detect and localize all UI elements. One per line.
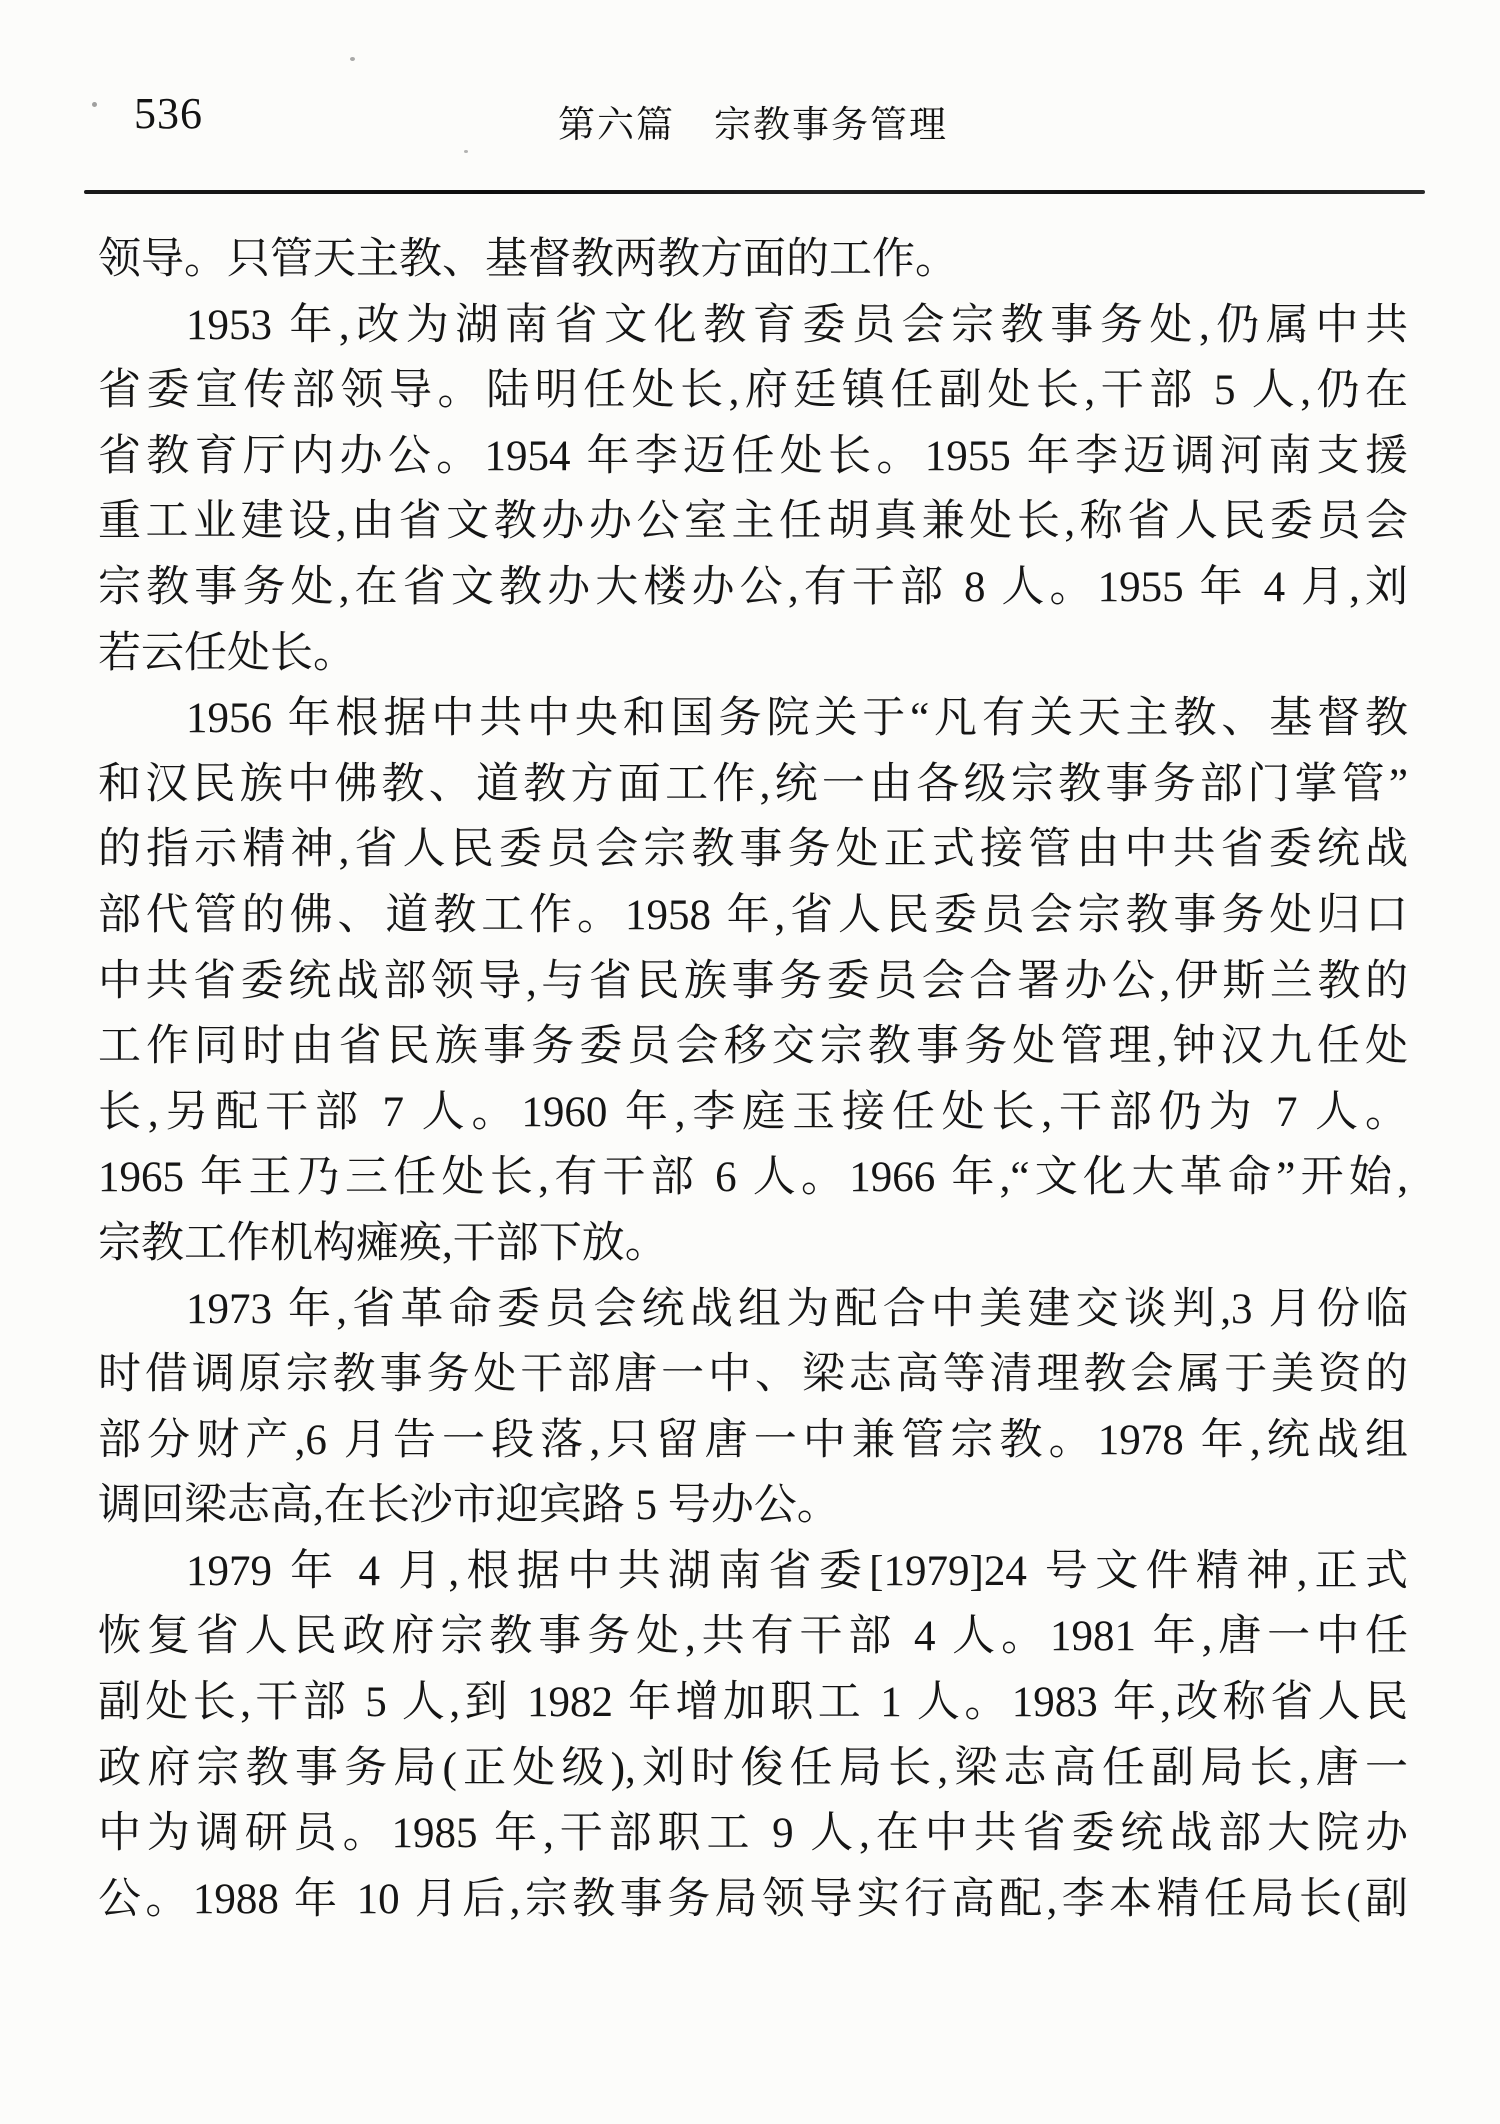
text-line: 长,另配干部 7 人。1960 年,李庭玉接任处长,干部仍为 7 人。 bbox=[98, 1088, 1408, 1136]
paragraph bbox=[98, 227, 1408, 293]
text-line: 1979 年 4 月,根据中共湖南省委[1979]24 号文件精神,正式 bbox=[186, 1547, 1408, 1595]
text-line: 恢复省人民政府宗教事务处,共有干部 4 人。1981 年,唐一中任 bbox=[98, 1613, 1408, 1661]
text-line: 部代管的佛、道教工作。1958 年,省人民委员会宗教事务处归口 bbox=[98, 891, 1408, 939]
text-line: 政府宗教事务局(正处级),刘时俊任局长,梁志高任副局长,唐一 bbox=[98, 1744, 1408, 1792]
scan-speck bbox=[350, 57, 355, 61]
page-number: 536 bbox=[134, 89, 203, 138]
text-line: 工作同时由省民族事务委员会移交宗教事务处管理,钟汉九任处 bbox=[98, 1023, 1408, 1071]
scan-speck bbox=[92, 102, 97, 107]
text-line: 领导。只管天主教、基督教两教方面的工作。 bbox=[98, 236, 958, 283]
text-line: 副处长,干部 5 人,到 1982 年增加职工 1 人。1983 年,改称省人民 bbox=[98, 1679, 1408, 1727]
text-line: 省委宣传部领导。陆明任处长,府廷镇任副处长,干部 5 人,仍在 bbox=[98, 367, 1408, 415]
header-rule bbox=[84, 190, 1425, 194]
text-line: 中为调研员。1985 年,干部职工 9 人,在中共省委统战部大院办 bbox=[98, 1810, 1408, 1858]
text-line: 宗教事务处,在省文教办大楼办公,有干部 8 人。1955 年 4 月,刘 bbox=[98, 563, 1408, 611]
page-header bbox=[98, 86, 1408, 150]
paragraph bbox=[98, 686, 1408, 1276]
text-line: 1953 年,改为湖南省文化教育委员会宗教事务处,仍属中共 bbox=[186, 301, 1408, 349]
paragraph bbox=[98, 1277, 1408, 1539]
paragraph bbox=[98, 293, 1408, 687]
text-line: 时借调原宗教事务处干部唐一中、梁志高等清理教会属于美资的 bbox=[98, 1351, 1408, 1399]
chapter-title: 第六篇 宗教事务管理 bbox=[558, 105, 948, 146]
text-line: 1965 年王乃三任处长,有干部 6 人。1966 年,“文化大革命”开始, bbox=[98, 1154, 1408, 1202]
text-line: 公。1988 年 10 月后,宗教事务局领导实行高配,李本精任局长(副 bbox=[98, 1875, 1408, 1923]
text-line: 部分财产,6 月告一段落,只留唐一中兼管宗教。1978 年,统战组 bbox=[98, 1416, 1408, 1464]
text-line: 省教育厅内办公。1954 年李迈任处长。1955 年李迈调河南支援 bbox=[98, 432, 1408, 480]
text-line: 重工业建设,由省文教办办公室主任胡真兼处长,称省人民委员会 bbox=[98, 498, 1408, 546]
text-line: 若云任处长。 bbox=[98, 629, 356, 677]
text-line: 1956 年根据中共中央和国务院关于“凡有关天主教、基督教 bbox=[186, 695, 1408, 743]
text-line: 和汉民族中佛教、道教方面工作,统一由各级宗教事务部门掌管” bbox=[98, 760, 1408, 808]
text-line: 调回梁志高,在长沙市迎宾路 5 号办公。 bbox=[98, 1482, 840, 1530]
scan-speck bbox=[464, 150, 468, 153]
body-text bbox=[98, 227, 1408, 1932]
text-line: 1973 年,省革命委员会统战组为配合中美建交谈判,3 月份临 bbox=[186, 1285, 1408, 1333]
text-line: 宗教工作机构瘫痪,干部下放。 bbox=[98, 1219, 668, 1267]
paragraph bbox=[98, 1539, 1408, 1933]
text-line: 的指示精神,省人民委员会宗教事务处正式接管由中共省委统战 bbox=[98, 826, 1408, 874]
text-line: 中共省委统战部领导,与省民族事务委员会合署办公,伊斯兰教的 bbox=[98, 957, 1408, 1005]
